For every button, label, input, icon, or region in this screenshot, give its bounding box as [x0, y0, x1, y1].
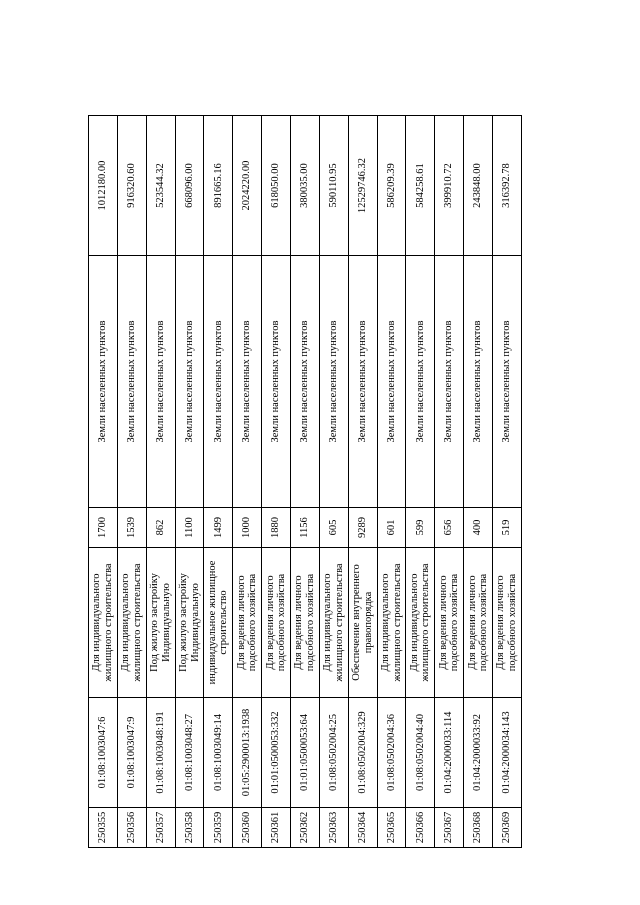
land-category-cell: Земли населенных пунктов	[377, 256, 406, 508]
record-id-cell: 250360	[233, 808, 262, 848]
cadastral-value-cell: 916320.60	[117, 116, 146, 256]
area-cell: 400	[464, 508, 493, 548]
land-category-cell: Земли населенных пунктов	[117, 256, 146, 508]
table-row	[146, 116, 175, 848]
table-row	[262, 116, 291, 848]
area-cell: 1539	[117, 508, 146, 548]
cadastral-number-cell: 01:01:0500053:332	[262, 698, 291, 808]
table-row	[493, 116, 522, 848]
table-row	[319, 116, 348, 848]
record-id-cell: 250357	[146, 808, 175, 848]
table-row	[204, 116, 233, 848]
table-row	[291, 116, 320, 848]
land-category-cell: Земли населенных пунктов	[291, 256, 320, 508]
cadastral-value-cell: 523544.32	[146, 116, 175, 256]
cadastral-number-cell: 01:08:0502004:329	[348, 698, 377, 808]
record-id-cell: 250355	[89, 808, 118, 848]
land-parcels-table	[88, 115, 522, 848]
land-category-cell: Земли населенных пунктов	[233, 256, 262, 508]
cadastral-value-cell: 243848.00	[464, 116, 493, 256]
table-row	[89, 116, 118, 848]
record-id-cell: 250363	[319, 808, 348, 848]
cadastral-value-cell: 2024220.00	[233, 116, 262, 256]
cadastral-value-cell: 380035.00	[291, 116, 320, 256]
cadastral-number-cell: 01:08:1003049:14	[204, 698, 233, 808]
land-category-cell: Земли населенных пунктов	[319, 256, 348, 508]
area-cell: 862	[146, 508, 175, 548]
table-row	[233, 116, 262, 848]
cadastral-value-cell: 668096.00	[175, 116, 204, 256]
land-category-cell: Земли населенных пунктов	[204, 256, 233, 508]
record-id-cell: 250366	[406, 808, 435, 848]
area-cell: 601	[377, 508, 406, 548]
cadastral-value-cell: 586209.39	[377, 116, 406, 256]
table-row	[435, 116, 464, 848]
cadastral-number-cell: 01:04:2000033:114	[435, 698, 464, 808]
permitted-use-cell: Для индивидуального жилищного строительства	[377, 548, 406, 698]
land-category-cell: Земли населенных пунктов	[493, 256, 522, 508]
cadastral-number-cell: 01:08:0502004:25	[319, 698, 348, 808]
area-cell: 9289	[348, 508, 377, 548]
permitted-use-cell: Для ведения личного подсобного хозяйства	[233, 548, 262, 698]
permitted-use-cell: Для индивидуального жилищного строительства	[89, 548, 118, 698]
cadastral-number-cell: 01:08:1003048:27	[175, 698, 204, 808]
record-id-cell: 250359	[204, 808, 233, 848]
land-category-cell: Земли населенных пунктов	[175, 256, 204, 508]
permitted-use-cell: Обеспечение внутреннего правопорядка	[348, 548, 377, 698]
table-row	[406, 116, 435, 848]
cadastral-number-cell: 01:08:1003048:191	[146, 698, 175, 808]
permitted-use-cell: Для индивидуального жилищного строительства	[406, 548, 435, 698]
area-cell: 1700	[89, 508, 118, 548]
table-row	[377, 116, 406, 848]
cadastral-value-cell: 316392.78	[493, 116, 522, 256]
cadastral-number-cell: 01:08:0502004:36	[377, 698, 406, 808]
area-cell: 519	[493, 508, 522, 548]
land-category-cell: Земли населенных пунктов	[348, 256, 377, 508]
permitted-use-cell: Для индивидуального жилищного строительства	[319, 548, 348, 698]
permitted-use-cell: Для ведения личного подсобного хозяйства	[291, 548, 320, 698]
land-category-cell: Земли населенных пунктов	[262, 256, 291, 508]
area-cell: 599	[406, 508, 435, 548]
table-row	[117, 116, 146, 848]
cadastral-value-cell: 1012180.00	[89, 116, 118, 256]
record-id-cell: 250368	[464, 808, 493, 848]
permitted-use-cell: Для ведения личного подсобного хозяйства	[435, 548, 464, 698]
record-id-cell: 250361	[262, 808, 291, 848]
permitted-use-cell: Для ведения личного подсобного хозяйства	[464, 548, 493, 698]
cadastral-number-cell: 01:08:1003047:6	[89, 698, 118, 808]
cadastral-number-cell: 01:08:0502004:40	[406, 698, 435, 808]
area-cell: 1499	[204, 508, 233, 548]
record-id-cell: 250364	[348, 808, 377, 848]
cadastral-value-cell: 399910.72	[435, 116, 464, 256]
record-id-cell: 250358	[175, 808, 204, 848]
land-category-cell: Земли населенных пунктов	[406, 256, 435, 508]
land-category-cell: Земли населенных пунктов	[89, 256, 118, 508]
permitted-use-cell: Под жилую застройку Индивидуальную	[175, 548, 204, 698]
record-id-cell: 250369	[493, 808, 522, 848]
cadastral-number-cell: 01:05:2900013:1938	[233, 698, 262, 808]
table-row	[175, 116, 204, 848]
table-body	[89, 116, 522, 848]
permitted-use-cell: Для ведения личного подсобного хозяйства	[262, 548, 291, 698]
table-row	[464, 116, 493, 848]
cadastral-value-cell: 891665.16	[204, 116, 233, 256]
record-id-cell: 250362	[291, 808, 320, 848]
permitted-use-cell: Для ведения личного подсобного хозяйства	[493, 548, 522, 698]
table-frame	[88, 116, 522, 848]
area-cell: 1100	[175, 508, 204, 548]
cadastral-value-cell: 584258.61	[406, 116, 435, 256]
area-cell: 605	[319, 508, 348, 548]
permitted-use-cell: Для индивидуального жилищного строительства	[117, 548, 146, 698]
cadastral-number-cell: 01:01:0500053:64	[291, 698, 320, 808]
cadastral-value-cell: 12529746.32	[348, 116, 377, 256]
land-category-cell: Земли населенных пунктов	[435, 256, 464, 508]
permitted-use-cell: индивидуальное жилищное строительство	[204, 548, 233, 698]
land-category-cell: Земли населенных пунктов	[464, 256, 493, 508]
cadastral-number-cell: 01:08:1003047:9	[117, 698, 146, 808]
cadastral-number-cell: 01:04:2000034:143	[493, 698, 522, 808]
area-cell: 1880	[262, 508, 291, 548]
cadastral-number-cell: 01:04:2000033:92	[464, 698, 493, 808]
record-id-cell: 250365	[377, 808, 406, 848]
area-cell: 656	[435, 508, 464, 548]
cadastral-value-cell: 590110.95	[319, 116, 348, 256]
area-cell: 1156	[291, 508, 320, 548]
rotated-table-wrapper	[88, 116, 522, 848]
table-row	[348, 116, 377, 848]
record-id-cell: 250356	[117, 808, 146, 848]
cadastral-value-cell: 618050.00	[262, 116, 291, 256]
record-id-cell: 250367	[435, 808, 464, 848]
land-category-cell: Земли населенных пунктов	[146, 256, 175, 508]
permitted-use-cell: Под жилую застройку Индивидуальную	[146, 548, 175, 698]
area-cell: 1000	[233, 508, 262, 548]
